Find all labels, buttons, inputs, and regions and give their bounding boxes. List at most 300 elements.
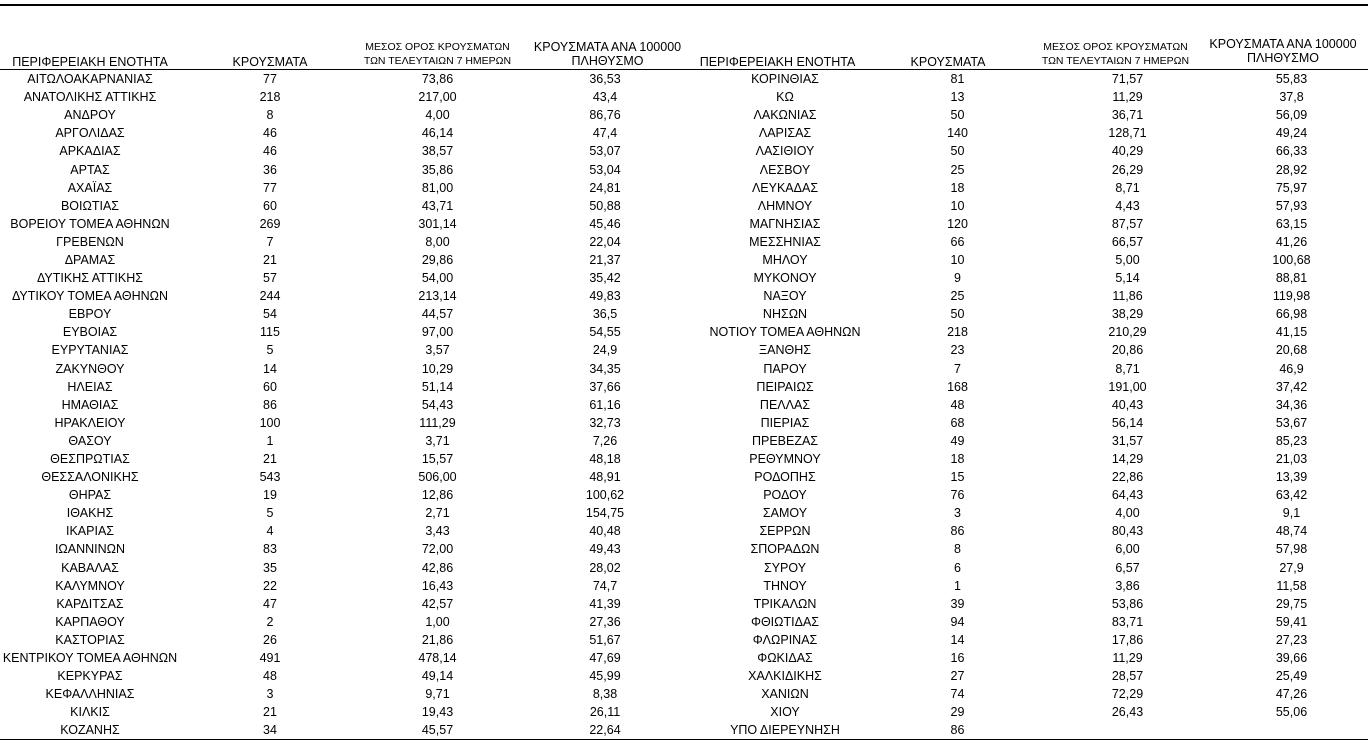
cell-right-per100k: 56,09: [1275, 108, 1308, 123]
cell-left-region: ΚΟΖΑΝΗΣ: [60, 723, 120, 738]
cell-left-per100k: 50,88: [589, 198, 621, 213]
cell-right-avg7: 31,57: [1111, 433, 1144, 448]
cell-left-region: ΗΡΑΚΛΕΙΟΥ: [54, 415, 126, 430]
cell-right-cases: 7: [954, 361, 961, 376]
cell-right-cases: 15: [950, 470, 965, 485]
cell-right-per100k: 49,24: [1275, 126, 1308, 141]
cell-right-per100k: [1215, 721, 1368, 739]
header-avg-left-line1: ΜΕΣΟΣ ΟΡΟΣ ΚΡΟΥΣΜΑΤΩΝ: [365, 41, 510, 53]
cell-left-per100k: 53,07: [589, 144, 621, 159]
cell-left-region: ΕΥΒΟΙΑΣ: [62, 325, 118, 340]
cell-left-avg7: 38,57: [421, 144, 454, 159]
cell-right-cases: 50: [950, 144, 965, 159]
cell-left-per100k: 35,42: [589, 271, 621, 286]
cell-left-avg7: 29,86: [421, 252, 454, 267]
cell-right-avg7: 8,71: [1115, 180, 1140, 195]
cell-left-cases: 543: [259, 470, 281, 485]
cell-right-region: ΝΑΞΟΥ: [763, 289, 807, 304]
cell-right-cases: 48: [950, 397, 965, 412]
table-row: [0, 378, 1368, 396]
cell-right-cases: 39: [950, 596, 965, 611]
cell-left-avg7: 35,86: [421, 162, 454, 177]
table-row: [0, 504, 1368, 522]
table-row: [0, 269, 1368, 287]
cell-left-avg7: 217,00: [418, 90, 457, 105]
cell-left-cases: 21: [263, 452, 277, 467]
cell-left-per100k: 24,9: [592, 343, 618, 358]
cell-left-region: ΚΕΦΑΛΛΗΝΙΑΣ: [45, 687, 135, 702]
table-row: [0, 124, 1368, 142]
cell-left-per100k: 74,7: [592, 578, 618, 593]
cell-right-region: ΣΠΟΡΑΔΩΝ: [750, 542, 820, 557]
cell-left-region: ΚΕΝΤΡΙΚΟΥ ΤΟΜΕΑ ΑΘΗΝΩΝ: [2, 651, 178, 666]
cell-left-cases: 491: [259, 651, 281, 666]
cell-left-region: ΕΥΡΥΤΑΝΙΑΣ: [51, 343, 129, 358]
cell-right-avg7: 6,00: [1115, 542, 1140, 557]
cell-right-cases: 10: [950, 252, 965, 267]
cell-right-region: ΠΙΕΡΙΑΣ: [760, 415, 810, 430]
header-per100k-left-line1: ΚΡΟΥΣΜΑΤΑ ΑΝΑ 100000: [533, 40, 682, 54]
header-avg-right-line1: ΜΕΣΟΣ ΟΡΟΣ ΚΡΟΥΣΜΑΤΩΝ: [1043, 41, 1188, 53]
cell-right-per100k: 85,23: [1275, 433, 1308, 448]
cell-right-region: ΜΗΛΟΥ: [762, 252, 808, 267]
cell-right-cases: 18: [950, 180, 965, 195]
cell-left-cases: 22: [263, 578, 277, 593]
cell-left-avg7: 9,71: [425, 687, 450, 702]
cell-right-per100k: 59,41: [1275, 614, 1308, 629]
cell-right-cases: 18: [950, 452, 965, 467]
cell-right-per100k: 20,68: [1275, 343, 1308, 358]
cell-left-region: ΘΑΣΟΥ: [68, 433, 112, 448]
cell-right-per100k: 63,15: [1275, 216, 1308, 231]
cell-right-region: ΦΛΩΡΙΝΑΣ: [752, 632, 818, 647]
cell-right-avg7: 26,43: [1111, 705, 1144, 720]
cell-right-cases: 10: [950, 198, 965, 213]
cell-left-region: ΚΑΣΤΟΡΙΑΣ: [55, 632, 125, 647]
table-row: [0, 160, 1368, 178]
cell-left-cases: 60: [263, 198, 277, 213]
table-row: [0, 233, 1368, 251]
cell-left-cases: 2: [266, 614, 274, 629]
cell-left-region: ΑΡΓΟΛΙΔΑΣ: [55, 126, 125, 141]
cell-right-avg7: [1040, 721, 1215, 739]
cell-right-per100k: 41,15: [1275, 325, 1308, 340]
cell-right-region: ΝΟΤΙΟΥ ΤΟΜΕΑ ΑΘΗΝΩΝ: [709, 325, 861, 340]
cell-left-per100k: 36,5: [592, 307, 618, 322]
cell-left-region: ΘΕΣΣΑΛΟΝΙΚΗΣ: [41, 470, 139, 485]
cell-left-cases: 21: [263, 252, 277, 267]
cell-right-region: ΝΗΣΩΝ: [762, 307, 808, 322]
cell-left-cases: 86: [263, 397, 277, 412]
cell-right-cases: 168: [947, 379, 968, 394]
table-row: [0, 215, 1368, 233]
cell-right-cases: 29: [950, 705, 965, 720]
cell-right-avg7: 4,00: [1115, 506, 1140, 521]
cell-left-avg7: 42,57: [421, 596, 454, 611]
cell-right-region: ΜΥΚΟΝΟΥ: [753, 271, 817, 286]
cell-right-avg7: 71,57: [1111, 72, 1144, 87]
cell-right-per100k: 39,66: [1275, 651, 1308, 666]
cell-left-region: ΘΕΣΠΡΩΤΙΑΣ: [50, 452, 130, 467]
cell-left-avg7: 42,86: [421, 560, 454, 575]
cell-left-avg7: 97,00: [421, 325, 454, 340]
cell-left-avg7: 478,14: [418, 651, 457, 666]
cell-left-per100k: 45,46: [589, 216, 621, 231]
cell-left-cases: 7: [266, 234, 274, 249]
cell-right-region: ΡΟΔΟΥ: [763, 488, 807, 503]
cell-left-avg7: 3,57: [425, 343, 450, 358]
cell-left-per100k: 26,11: [589, 705, 621, 720]
cell-right-region: ΠΕΛΛΑΣ: [759, 397, 811, 412]
cell-right-region: ΛΑΚΩΝΙΑΣ: [753, 108, 817, 123]
cell-left-per100k: 47,4: [592, 126, 618, 141]
cell-left-region: ΑΙΤΩΛΟΑΚΑΡΝΑΝΙΑΣ: [27, 72, 153, 87]
cell-right-per100k: 41,26: [1275, 234, 1308, 249]
cell-right-avg7: 11,86: [1112, 289, 1143, 304]
cell-left-per100k: 53,04: [589, 162, 621, 177]
cell-right-region: ΣΑΜΟΥ: [762, 506, 808, 521]
cell-right-cases: 50: [950, 307, 965, 322]
cell-left-per100k: 21,37: [589, 252, 621, 267]
cell-left-cases: 218: [259, 90, 281, 105]
table-row: [0, 360, 1368, 378]
header-avg-right-line2: ΤΩΝ ΤΕΛΕΥΤΑΙΩΝ 7 ΗΜΕΡΩΝ: [1041, 55, 1190, 67]
cell-left-per100k: 28,02: [589, 560, 621, 575]
header-avg-right: [1028, 40, 1203, 68]
cell-right-region: ΠΡΕΒΕΖΑΣ: [751, 433, 819, 448]
cell-left-cases: 36: [263, 162, 277, 177]
cell-left-region: ΚΑΡΔΙΤΣΑΣ: [56, 596, 124, 611]
cell-left-region: ΗΜΑΘΙΑΣ: [61, 397, 119, 412]
cell-left-avg7: 1,00: [425, 614, 450, 629]
cell-right-cases: 86: [950, 723, 965, 738]
cell-left-per100k: 100,62: [585, 488, 625, 503]
table-row: [0, 468, 1368, 486]
cell-right-cases: 68: [950, 415, 965, 430]
cases-table-body: [0, 70, 1368, 739]
table-row: [0, 142, 1368, 160]
cell-left-cases: 100: [259, 415, 281, 430]
cell-left-region: ΚΙΛΚΙΣ: [70, 705, 110, 720]
table-row: [0, 703, 1368, 721]
cell-left-avg7: 15,57: [421, 452, 454, 467]
cell-right-per100k: 47,26: [1275, 687, 1308, 702]
cell-right-avg7: 8,71: [1115, 361, 1140, 376]
cell-right-avg7: 5,14: [1115, 271, 1140, 286]
cell-right-per100k: 13,39: [1275, 470, 1308, 485]
cell-right-region: ΣΥΡΟΥ: [763, 560, 807, 575]
cell-left-cases: 244: [259, 289, 281, 304]
cell-left-region: ΒΟΡΕΙΟΥ ΤΟΜΕΑ ΑΘΗΝΩΝ: [10, 216, 170, 231]
cell-left-avg7: 111,29: [419, 415, 456, 430]
cell-left-cases: 34: [263, 723, 277, 738]
cell-right-region: ΜΑΓΝΗΣΙΑΣ: [749, 216, 821, 231]
cell-left-avg7: 54,43: [421, 397, 454, 412]
cell-right-region: ΦΘΙΩΤΙΔΑΣ: [750, 614, 820, 629]
cell-right-region: ΡΕΘΥΜΝΟΥ: [749, 452, 821, 467]
header-per100k-left: [520, 40, 695, 68]
cell-right-per100k: 66,33: [1275, 144, 1308, 159]
cell-right-region: ΠΕΙΡΑΙΩΣ: [756, 379, 814, 394]
cell-left-region: ΑΝΑΤΟΛΙΚΗΣ ΑΤΤΙΚΗΣ: [23, 90, 157, 105]
cell-left-per100k: 8,38: [592, 687, 618, 702]
cell-left-per100k: 61,16: [589, 397, 621, 412]
cell-left-avg7: 3,71: [425, 433, 450, 448]
cell-right-region: ΛΕΥΚΑΔΑΣ: [751, 180, 819, 195]
cell-right-avg7: 64,43: [1111, 488, 1144, 503]
cell-right-cases: 76: [950, 488, 965, 503]
cell-left-cases: 5: [266, 343, 274, 358]
table-row: [0, 685, 1368, 703]
cell-right-cases: 66: [950, 234, 965, 249]
cell-left-per100k: 24,81: [589, 180, 621, 195]
cell-left-avg7: 81,00: [421, 180, 454, 195]
cell-left-per100k: 27,36: [589, 614, 621, 629]
cell-right-per100k: 11,58: [1276, 578, 1307, 593]
cell-right-cases: 14: [950, 632, 965, 647]
cell-left-avg7: 44,57: [421, 307, 454, 322]
cell-left-per100k: 40,48: [589, 524, 621, 539]
cell-left-cases: 35: [263, 560, 277, 575]
cell-left-avg7: 51,14: [421, 379, 454, 394]
cell-right-cases: 50: [950, 108, 965, 123]
cell-right-per100k: 75,97: [1275, 180, 1308, 195]
cell-left-cases: 14: [263, 361, 277, 376]
cell-right-cases: 13: [950, 90, 965, 105]
cell-right-avg7: 83,71: [1111, 614, 1144, 629]
cell-right-cases: 23: [950, 343, 965, 358]
cell-left-cases: 21: [263, 705, 277, 720]
cell-right-avg7: 28,57: [1111, 669, 1144, 684]
cell-left-region: ΔΥΤΙΚΟΥ ΤΟΜΕΑ ΑΘΗΝΩΝ: [11, 289, 169, 304]
header-per100k-right-line1: ΚΡΟΥΣΜΑΤΑ ΑΝΑ 100000: [1209, 37, 1357, 51]
cell-right-region: ΚΟΡΙΝΘΙΑΣ: [751, 72, 819, 87]
header-per100k-right: [1198, 37, 1368, 65]
cell-right-region: ΧΑΛΚΙΔΙΚΗΣ: [748, 669, 822, 684]
cell-left-region: ΔΡΑΜΑΣ: [64, 252, 116, 267]
bottom-border-line: [0, 739, 1368, 740]
cell-left-per100k: 47,69: [589, 651, 621, 666]
cell-left-cases: 46: [263, 144, 277, 159]
table-row: [0, 88, 1368, 106]
cell-right-region: ΜΕΣΣΗΝΙΑΣ: [749, 234, 821, 249]
table-row: [0, 251, 1368, 269]
cell-left-avg7: 506,00: [418, 470, 457, 485]
cell-left-region: ΙΚΑΡΙΑΣ: [65, 524, 115, 539]
cell-left-per100k: 36,53: [589, 72, 621, 87]
cell-left-per100k: 49,43: [589, 542, 621, 557]
cell-left-cases: 83: [263, 542, 277, 557]
cell-right-cases: 81: [950, 72, 965, 87]
cell-right-per100k: 55,06: [1275, 705, 1308, 720]
cell-left-per100k: 43,4: [592, 90, 618, 105]
cell-left-avg7: 49,14: [421, 669, 454, 684]
cell-left-region: ΓΡΕΒΕΝΩΝ: [56, 234, 124, 249]
cell-left-per100k: 22,04: [589, 234, 621, 249]
table-row: [0, 613, 1368, 631]
cell-right-avg7: 53,86: [1111, 596, 1144, 611]
table-row: [0, 323, 1368, 341]
cell-right-avg7: 26,29: [1111, 162, 1144, 177]
cell-right-avg7: 20,86: [1111, 343, 1144, 358]
cell-left-per100k: 41,39: [589, 596, 621, 611]
table-row: [0, 396, 1368, 414]
cell-right-region: ΡΟΔΟΠΗΣ: [754, 470, 816, 485]
cell-right-avg7: 17,86: [1111, 632, 1144, 647]
cell-right-region: ΞΑΝΘΗΣ: [759, 343, 811, 358]
table-row: [0, 414, 1368, 432]
table-row: [0, 595, 1368, 613]
table-row: [0, 197, 1368, 215]
cell-right-per100k: 53,67: [1275, 415, 1308, 430]
table-row: [0, 341, 1368, 359]
cell-left-per100k: 22,64: [589, 723, 621, 738]
cell-left-cases: 8: [266, 108, 274, 123]
cell-right-cases: 25: [950, 162, 965, 177]
table-row: [0, 559, 1368, 577]
cell-left-region: ΗΛΕΙΑΣ: [67, 379, 113, 394]
header-region-left: ΠΕΡΙΦΕΡΕΙΑΚΗ ΕΝΟΤΗΤΑ: [12, 55, 168, 69]
cell-right-cases: 74: [950, 687, 965, 702]
cell-left-avg7: 10,29: [421, 361, 454, 376]
cell-right-region: ΤΡΙΚΑΛΩΝ: [753, 596, 817, 611]
cell-right-avg7: 4,43: [1115, 198, 1140, 213]
cell-left-avg7: 19,43: [421, 705, 454, 720]
table-row: [0, 70, 1368, 88]
cell-left-per100k: 32,73: [589, 415, 621, 430]
cell-right-region: ΧΙΟΥ: [770, 705, 800, 720]
cell-left-region: ΘΗΡΑΣ: [68, 488, 112, 503]
cell-right-avg7: 72,29: [1111, 687, 1144, 702]
cell-left-region: ΖΑΚΥΝΘΟΥ: [55, 361, 125, 376]
top-border-line: [0, 4, 1368, 6]
cell-right-region: ΣΕΡΡΩΝ: [759, 524, 811, 539]
cell-right-per100k: 27,9: [1279, 560, 1304, 575]
cell-left-region: ΚΑΡΠΑΘΟΥ: [55, 614, 125, 629]
cell-left-per100k: 34,35: [589, 361, 621, 376]
cell-left-per100k: 48,91: [589, 470, 621, 485]
cell-right-region: ΤΗΝΟΥ: [763, 578, 807, 593]
cell-left-per100k: 45,99: [589, 669, 621, 684]
cell-left-cases: 5: [266, 506, 274, 521]
cell-left-cases: 60: [263, 379, 277, 394]
cell-left-region: ΙΘΑΚΗΣ: [66, 506, 114, 521]
cell-left-avg7: 73,86: [421, 72, 454, 87]
cell-left-avg7: 45,57: [421, 723, 454, 738]
cell-left-cases: 47: [263, 596, 277, 611]
table-row: [0, 721, 1368, 739]
table-row: [0, 522, 1368, 540]
cell-left-cases: 77: [263, 72, 277, 87]
cell-right-avg7: 210,29: [1108, 325, 1147, 340]
cell-left-avg7: 8,00: [425, 234, 450, 249]
cell-left-avg7: 72,00: [421, 542, 454, 557]
table-row: [0, 106, 1368, 124]
cell-right-avg7: 14,29: [1111, 452, 1144, 467]
cell-left-per100k: 49,83: [589, 289, 621, 304]
table-row: [0, 287, 1368, 305]
cell-right-per100k: 27,23: [1275, 632, 1308, 647]
cell-left-cases: 46: [263, 126, 277, 141]
cell-right-cases: 16: [950, 651, 965, 666]
cell-right-cases: 3: [954, 506, 961, 521]
cell-left-per100k: 37,66: [589, 379, 621, 394]
header-per100k-left-line2: ΠΛΗΘΥΣΜΟ: [571, 54, 644, 68]
table-row: [0, 305, 1368, 323]
cell-left-avg7: 21,86: [421, 632, 454, 647]
cell-right-cases: 1: [954, 578, 961, 593]
cell-right-avg7: 87,57: [1111, 216, 1144, 231]
table-row: [0, 450, 1368, 468]
cell-left-cases: 48: [263, 669, 277, 684]
cell-left-region: ΑΝΔΡΟΥ: [64, 108, 116, 123]
cell-left-region: ΔΥΤΙΚΗΣ ΑΤΤΙΚΗΣ: [37, 271, 143, 286]
table-row: [0, 486, 1368, 504]
cell-right-avg7: 6,57: [1115, 560, 1140, 575]
cell-right-cases: 49: [950, 433, 965, 448]
cell-left-avg7: 2,71: [425, 506, 450, 521]
cell-right-avg7: 80,43: [1111, 524, 1144, 539]
cell-left-region: ΙΩΑΝΝΙΝΩΝ: [54, 542, 126, 557]
cell-left-per100k: 154,75: [585, 506, 625, 521]
header-avg-left-line2: ΤΩΝ ΤΕΛΕΥΤΑΙΩΝ 7 ΗΜΕΡΩΝ: [363, 55, 512, 67]
cell-left-region: ΑΡΚΑΔΙΑΣ: [59, 144, 121, 159]
header-avg-left: [350, 40, 525, 68]
cell-right-avg7: 38,29: [1111, 307, 1144, 322]
cell-left-avg7: 213,14: [418, 289, 457, 304]
cell-right-cases: 94: [950, 614, 965, 629]
table-row: [0, 649, 1368, 667]
cell-right-per100k: 57,98: [1275, 542, 1308, 557]
cell-left-per100k: 7,26: [592, 433, 618, 448]
cell-right-per100k: 37,42: [1275, 379, 1308, 394]
cell-right-avg7: 36,71: [1111, 108, 1144, 123]
cell-right-region: ΛΗΜΝΟΥ: [757, 198, 813, 213]
table-row: [0, 667, 1368, 685]
cell-left-cases: 26: [263, 632, 277, 647]
cell-left-per100k: 54,55: [589, 325, 621, 340]
cell-right-per100k: 9,1: [1282, 506, 1301, 521]
cell-right-cases: 27: [950, 669, 965, 684]
cell-right-region: ΥΠΟ ΔΙΕΡΕΥΝΗΣΗ: [730, 723, 840, 738]
cell-left-cases: 1: [266, 433, 274, 448]
cell-right-avg7: 128,71: [1108, 126, 1147, 141]
cell-left-cases: 3: [266, 687, 274, 702]
cell-right-per100k: 55,83: [1275, 72, 1308, 87]
cell-left-avg7: 3,43: [425, 524, 450, 539]
cell-right-cases: 8: [954, 542, 961, 557]
cell-right-per100k: 29,75: [1275, 596, 1308, 611]
cell-right-avg7: 66,57: [1111, 234, 1144, 249]
cell-right-per100k: 28,92: [1275, 162, 1308, 177]
cell-right-cases: 140: [947, 126, 968, 141]
cell-right-cases: 120: [947, 216, 968, 231]
cell-right-region: ΧΑΝΙΩΝ: [761, 687, 809, 702]
header-per100k-right-line2: ΠΛΗΘΥΣΜΟ: [1247, 51, 1319, 65]
cell-right-per100k: 46,9: [1279, 361, 1304, 376]
cell-right-per100k: 100,68: [1272, 252, 1311, 267]
cell-right-region: ΠΑΡΟΥ: [763, 361, 807, 376]
cell-right-avg7: 11,29: [1112, 90, 1143, 105]
cell-right-per100k: 48,74: [1275, 524, 1308, 539]
cell-left-cases: 57: [263, 271, 277, 286]
cell-right-per100k: 21,03: [1275, 452, 1308, 467]
cell-left-region: ΑΡΤΑΣ: [70, 162, 110, 177]
cell-right-region: ΛΑΣΙΘΙΟΥ: [755, 144, 815, 159]
cell-right-region: ΛΑΡΙΣΑΣ: [758, 126, 812, 141]
cell-left-cases: 54: [263, 307, 277, 322]
cell-right-cases: 86: [950, 524, 965, 539]
